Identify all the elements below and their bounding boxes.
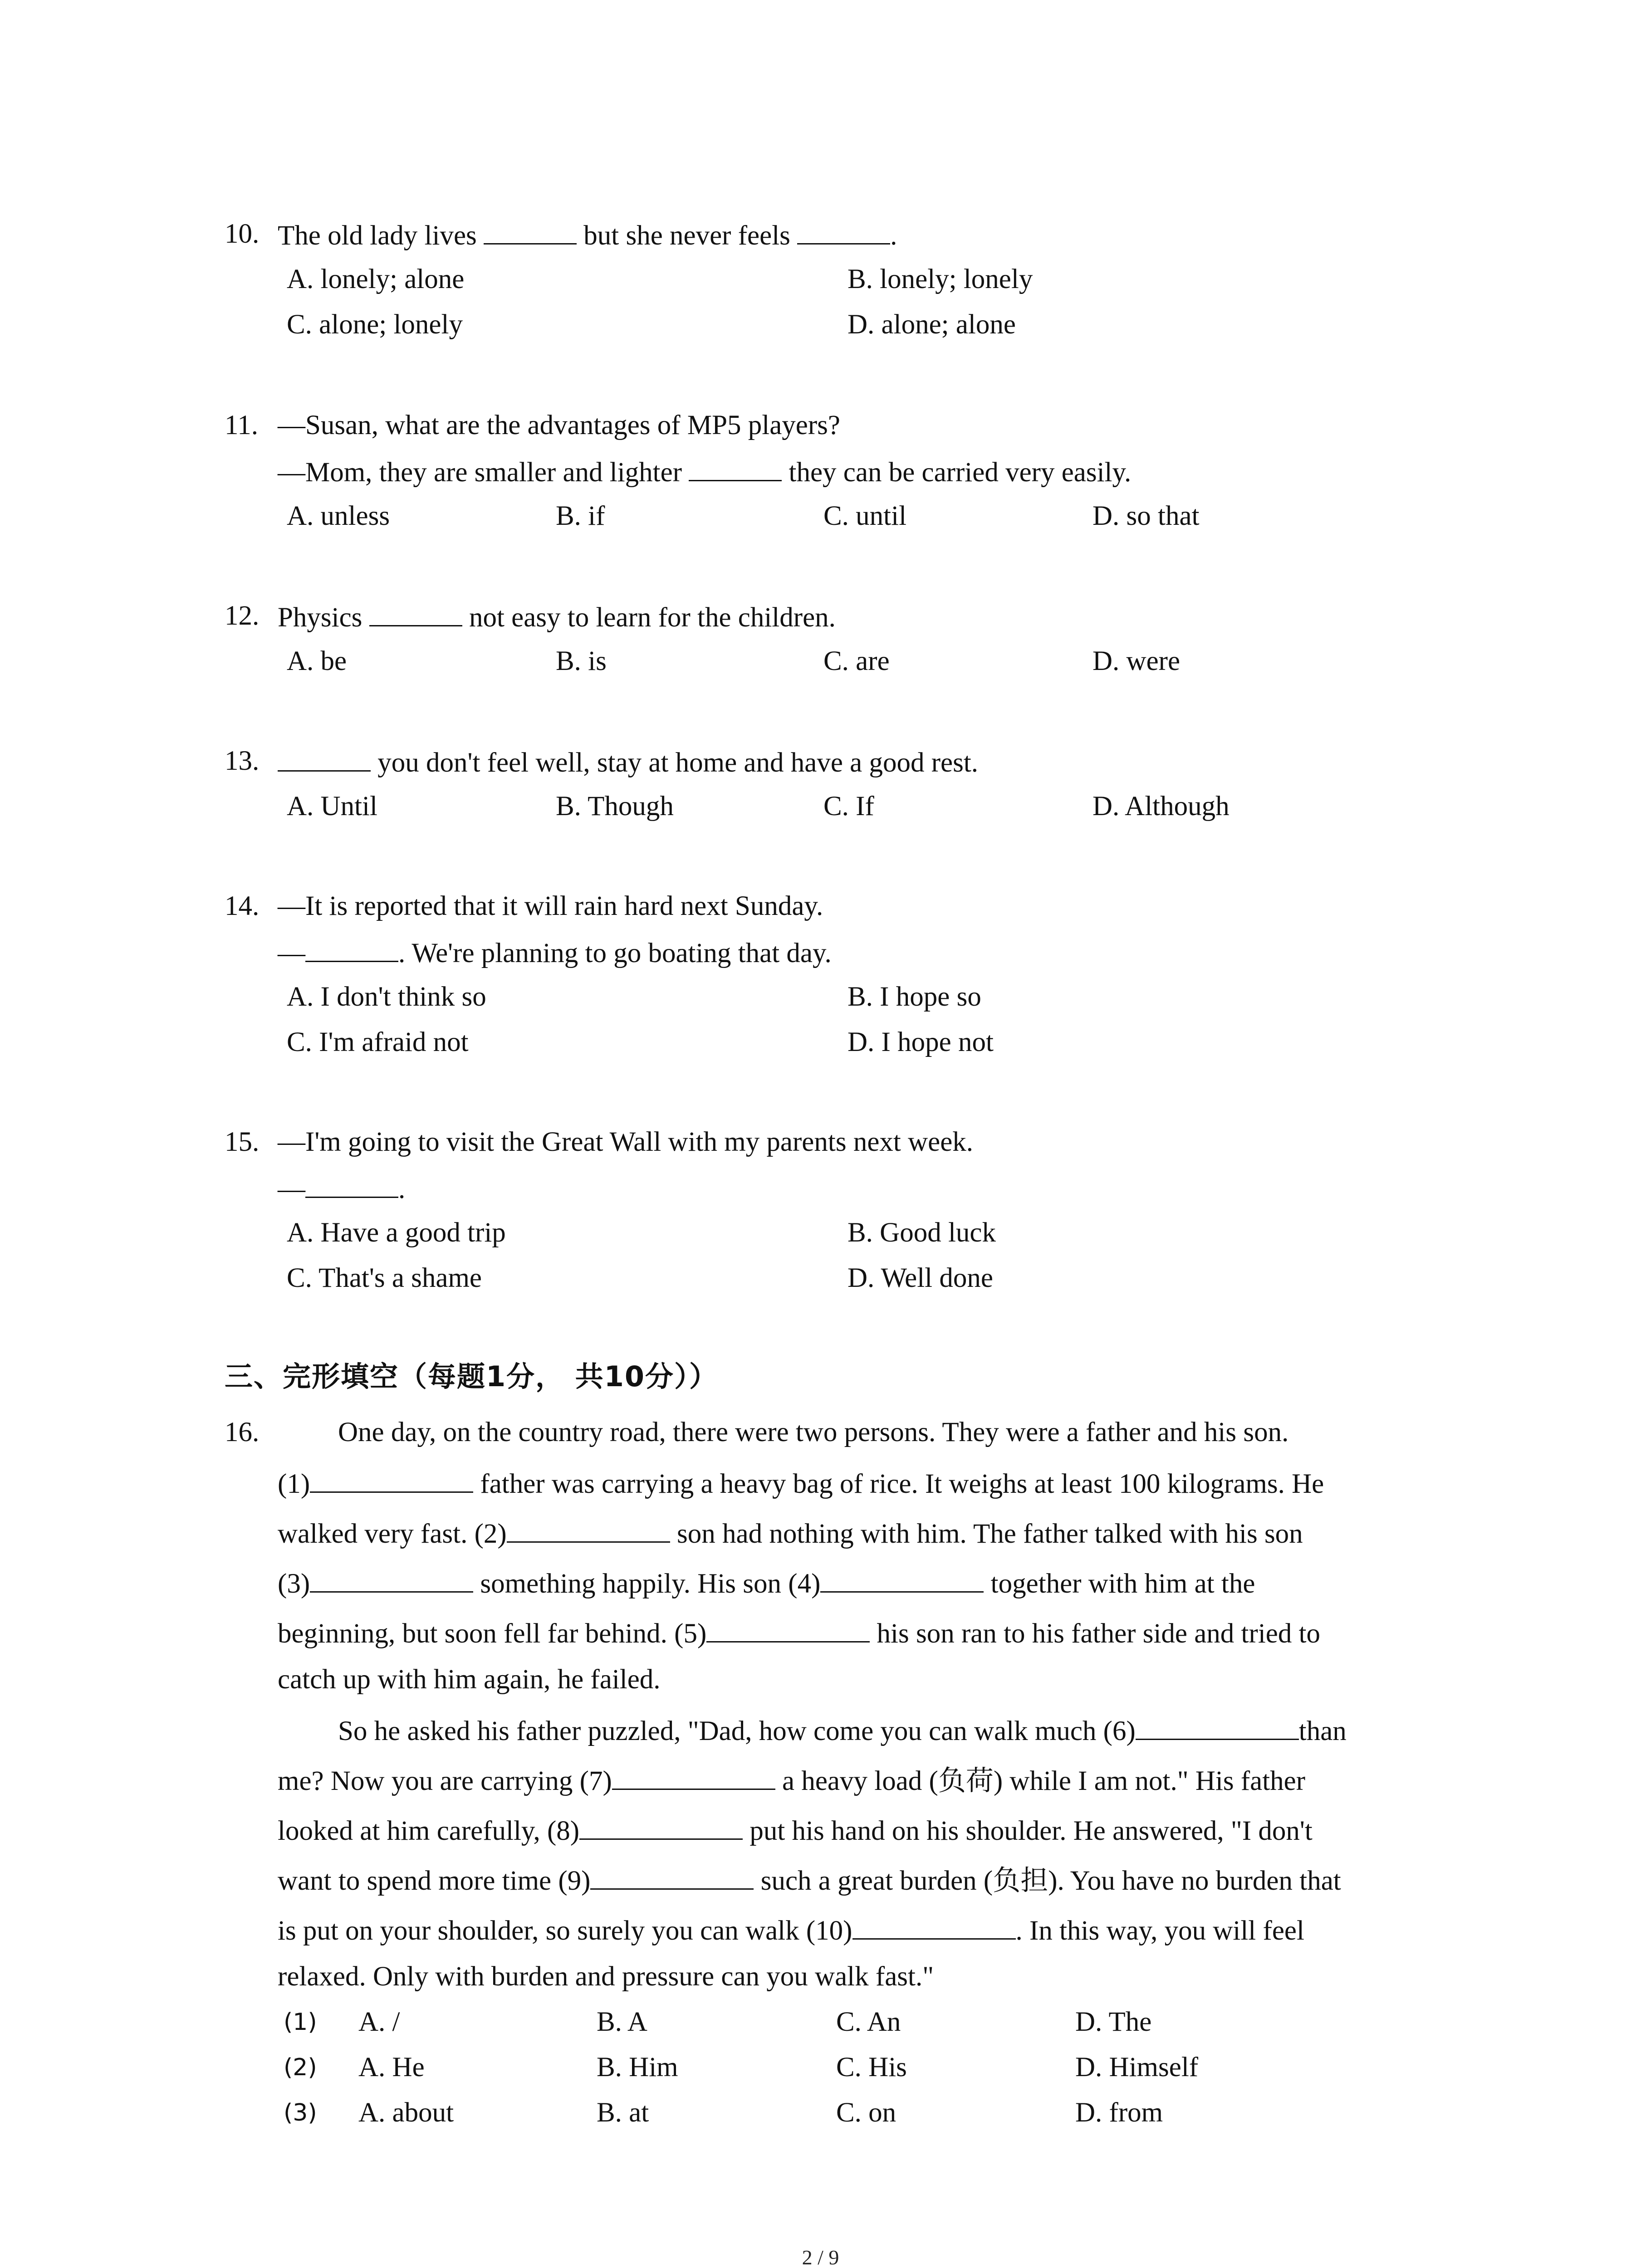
option-a[interactable]: A. unless xyxy=(287,501,390,531)
option-a[interactable]: A. He xyxy=(358,2052,425,2082)
cloze-blank-9 xyxy=(590,1862,754,1890)
question-stem: —Mom, they are smaller and lighter they can be carried very easily. xyxy=(278,454,1131,490)
question-stem: Physics not easy to learn for the children. xyxy=(278,599,836,635)
option-d[interactable]: D. Well done xyxy=(847,1263,993,1293)
option-a[interactable]: A. lonely; alone xyxy=(287,264,465,294)
option-a[interactable]: A. be xyxy=(287,646,347,676)
option-a[interactable]: A. / xyxy=(358,2007,400,2037)
option-b[interactable]: B. A xyxy=(597,2007,647,2037)
section-title: 三、完形填空（每题1分， 共10分）） xyxy=(225,1360,719,1393)
option-d[interactable]: D. were xyxy=(1092,646,1181,676)
passage-line: want to spend more time (9) such a great burden (负担). You have no burden that xyxy=(278,1862,1341,1898)
option-c[interactable]: C. His xyxy=(836,2052,907,2082)
option-c[interactable]: C. alone; lonely xyxy=(287,309,463,340)
answer-blank xyxy=(369,599,462,626)
option-b[interactable]: B. Though xyxy=(556,791,674,821)
question-number: 11. xyxy=(225,410,258,440)
cloze-blank-10 xyxy=(852,1912,1016,1940)
option-a[interactable]: A. I don't think so xyxy=(287,982,486,1012)
question-stem: — . xyxy=(278,1170,405,1207)
option-c[interactable]: C. An xyxy=(836,2007,901,2037)
option-d[interactable]: D. Himself xyxy=(1075,2052,1199,2082)
answer-blank xyxy=(305,1170,398,1198)
question-stem: you don't feel well, stay at home and have a good rest. xyxy=(278,744,978,780)
cloze-blank-3 xyxy=(310,1565,473,1593)
option-b[interactable]: B. is xyxy=(556,646,607,676)
question-stem: The old lady lives but she never feels . xyxy=(278,217,897,253)
option-b[interactable]: B. lonely; lonely xyxy=(847,264,1033,294)
passage-line: looked at him carefully, (8) put his hand on his shoulder. He answered, "I don't xyxy=(278,1812,1313,1848)
passage-line: relaxed. Only with burden and pressure can you walk fast." xyxy=(278,1961,934,1992)
question-stem: —I'm going to visit the Great Wall with my parents next week. xyxy=(278,1127,974,1157)
option-b[interactable]: B. at xyxy=(597,2097,649,2128)
cloze-blank-7 xyxy=(612,1762,775,1790)
cloze-blank-8 xyxy=(579,1812,743,1840)
question-stem: — . We're planning to go boating that day. xyxy=(278,934,832,971)
question-number: 14. xyxy=(225,891,260,921)
option-d[interactable]: D. alone; alone xyxy=(847,309,1016,340)
passage-line: So he asked his father puzzled, "Dad, how come you can walk much (6) than xyxy=(338,1712,1347,1749)
passage-line: One day, on the country road, there were two persons. They were a father and his son. xyxy=(338,1417,1289,1447)
answer-blank xyxy=(484,217,577,244)
passage-line: (1) father was carrying a heavy bag of rice. It weighs at least 100 kilograms. He xyxy=(278,1465,1324,1501)
cloze-blank-5 xyxy=(706,1615,870,1642)
cloze-blank-4 xyxy=(820,1565,984,1593)
question-number: 10. xyxy=(225,219,260,249)
option-c[interactable]: C. on xyxy=(836,2097,896,2128)
question-number: 12. xyxy=(225,601,260,631)
subquestion-number: (3) xyxy=(284,2099,317,2126)
question-stem: —It is reported that it will rain hard next Sunday. xyxy=(278,891,823,921)
option-b[interactable]: B. Good luck xyxy=(847,1217,996,1248)
question-stem: —Susan, what are the advantages of MP5 players? xyxy=(278,410,840,440)
question-number: 16. xyxy=(225,1417,260,1447)
answer-blank xyxy=(278,744,371,772)
passage-line: beginning, but soon fell far behind. (5) his son ran to his father side and tried to xyxy=(278,1615,1320,1651)
passage-line: is put on your shoulder, so surely you can walk (10) . In this way, you will feel xyxy=(278,1912,1304,1948)
option-a[interactable]: A. Have a good trip xyxy=(287,1217,506,1248)
question-number: 13. xyxy=(225,746,260,776)
option-d[interactable]: D. so that xyxy=(1092,501,1200,531)
option-a[interactable]: A. Until xyxy=(287,791,377,821)
option-c[interactable]: C. That's a shame xyxy=(287,1263,482,1293)
subquestion-number: (2) xyxy=(284,2054,317,2081)
option-d[interactable]: D. Although xyxy=(1092,791,1230,821)
option-c[interactable]: C. If xyxy=(823,791,874,821)
option-d[interactable]: D. The xyxy=(1075,2007,1152,2037)
passage-line: catch up with him again, he failed. xyxy=(278,1664,661,1695)
option-a[interactable]: A. about xyxy=(358,2097,454,2128)
cloze-blank-1 xyxy=(310,1465,473,1493)
passage-line: me? Now you are carrying (7) a heavy load (负荷) while I am not." His father xyxy=(278,1762,1305,1799)
cloze-blank-6 xyxy=(1136,1712,1299,1740)
page-number: 2 / 9 xyxy=(802,2246,839,2268)
subquestion-number: (1) xyxy=(284,2009,317,2036)
option-b[interactable]: B. if xyxy=(556,501,605,531)
option-c[interactable]: C. are xyxy=(823,646,890,676)
answer-blank xyxy=(689,454,782,481)
option-b[interactable]: B. Him xyxy=(597,2052,678,2082)
answer-blank xyxy=(797,217,890,244)
answer-blank xyxy=(305,934,398,962)
option-d[interactable]: D. I hope not xyxy=(847,1027,994,1057)
option-c[interactable]: C. until xyxy=(823,501,907,531)
option-c[interactable]: C. I'm afraid not xyxy=(287,1027,469,1057)
passage-line: (3) something happily. His son (4) together with him at the xyxy=(278,1565,1255,1601)
option-d[interactable]: D. from xyxy=(1075,2097,1163,2128)
question-number: 15. xyxy=(225,1127,260,1157)
option-b[interactable]: B. I hope so xyxy=(847,982,981,1012)
passage-line: walked very fast. (2) son had nothing with him. The father talked with his son xyxy=(278,1515,1303,1551)
cloze-blank-2 xyxy=(507,1515,670,1543)
